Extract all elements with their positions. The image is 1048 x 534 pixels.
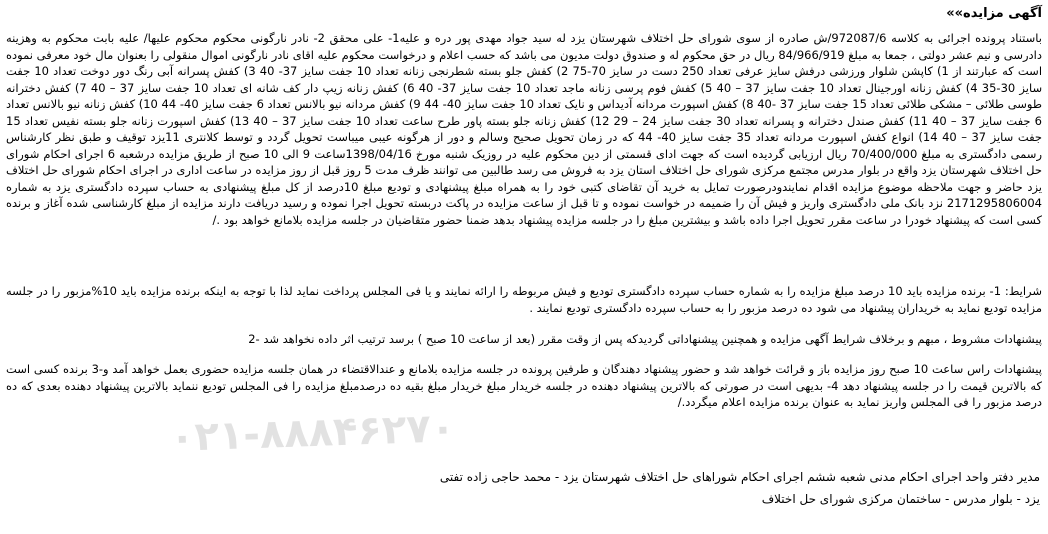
notice-body-paragraph: باستناد پرونده اجرائی به کلاسه 972087/6/ش صادره از سوی شورای حل اختلاف شهرستان یزد له سید جواد مهدی پور دره و علیه1- علی محقق 2- نادر نارگونی محکوم محکوم علیها/ علیه بابت محکوم به وهزینه دادرسی و نیم عشر دولتی ، جمعا به مبلغ 84/966/919 ریال در حق محکوم له و صندوق دولت مدیون می باشد که حسب اعلام و درخواست محکوم علیه اقای نادر نارگونی اموال منقولی را بعنوان مال خود معرفی نموده است که عبارتند از 1) کاپشن شلوار ورزشی درفش سایز عرفی تعداد 250 دست در سایز 70-75 2) کفش جلو بسته شطرنجی زنانه تعداد 10 جفت سایز 37- 40 3) کفش پسرانه آبی رنگ دور دوخت تعداد 10 جفت سایز 30-35 4) کفش زنانه اورجینال تعداد 10 جفت سایز 37 – 40 5) کفش فوم پرسی زنانه ماجد تعداد 10 جفت سایز 37- 40 6) کفش زنانه زیپ دار کف شانه ای تعداد 10 جفت سایز 37 – 40 7) کفش دخترانه طوسی طلائی – مشکی طلائی تعداد 15 جفت سایز 37 -40 8) کفش اسپورت مردانه آدیداس و نایک تعداد 10 جفت سایز 40- 44 9) کفش مردانه نیو بالانس تعداد 6 جفت سایز 40- 44 10) کفش زنانه نیو بالانس تعداد 6 جفت سایز 37 – 40 11) کفش صندل دخترانه و پسرانه تعداد 30 جفت سایز 24 – 29 12) کفش زنانه جلو بسته پاور طرح ساعت تعداد 10 جفت سایز 37 – 40 13) کفش اسپورت زنانه جلو بسته نفیس تعداد 15 جفت سایز 37 – 40 14) انواع کفش اسپورت مردانه تعداد 35 جفت سایز 40- 44 که در زمان تحویل صحیح وسالم و دور از هرگونه عیبی میباست تحویل گردد و توسط کلانتری 11یزد توقیف و طبق نظر کارشناس رسمی دادگستری به مبلغ 70/400/000 ریال ارزیابی گردیده است که جهت ادای قسمتی از دین محکوم علیه در روزیک شنبه مورخ 1398/04/16ساعت 9 الی 10 صبح از طریق مزایده درشعبه 6 اجرای احکام شورای حل اختلاف شهرستان یزد واقع در بلوار مدرس مجتمع مرکزی شورای حل اختلاف استان یزد به فروش می رسد طالبین می توانند ظرف مدت 5 روز قبل از روز مزایده در ساعت اداری در اجرای احکام شورای حل اختلاف یزد حاضر و جهت ملاحظه موضوع مزایده اقدام نمایندودرصورت تمایل به خرید آن تقاضای کتبی خود را به همراه مبلغ پیشنهادی و تودیع مبلغ 10درصد از کل مبلغ پیشنهادی به حساب سپرده دادگستری یزد به شماره 2171295806004 نزد بانک ملی دادگستری واریز و فیش آن را ضمیمه در خواست نموده و تا قبل از ساعت مزایده در پاکت دربسته تحویل اجرا نموده و رسید دریافت دارند مزایده از مبلغ کارشناسی شده آغاز و برنده کسی است که پیشنهاد خودرا در ساعت مقرر تحویل اجرا داده باشد و بیشترین مبلغ را در جلسه مزایده پیشنهاد بدهد ضمنا حضور متقاضیان در جلسه مزایده بلامانع خواهد بود ./ bbox=[5, 31, 1043, 227]
conditions-paragraph-3: پیشنهادات راس ساعت 10 صبح روز مزایده باز و قرائت خواهد شد و حضور پیشنهاد دهندگان و طرفین پرونده در جلسه مزایده بلامانع و عندالاقتضاء در همان جلسه مزایده حضوری بعمل خواهد آمد و-3 برنده کسی است که بالاترین قیمت را در جلسه پیشنهاد دهد 4- بدیهی است در صورتی که بالاترین پیشنهاد دهنده در جلسه خریدار مبلغ خریدار مبلغ بقیه ده درصدمبلغ مزایده را فی المجلس تودیع ننماید بالاترین پیشنهاد دهنده بعدی که ده درصد مزبور را فی المجلس واریز نماید به عنوان برنده مزایده اعلام میگردد./ bbox=[6, 362, 1042, 409]
phone-watermark: ۰۲۱-۸۸۸۴۶۲۷۰ bbox=[169, 405, 456, 461]
signature-line: مدیر دفتر واحد اجرای احکام مدنی شعبه ششم اجرای احکام شوراهای حل اختلاف شهرستان یزد - محمد حاجی زاده تفتی bbox=[439, 470, 1040, 484]
conditions-paragraph-2: پیشنهادات مشروط ، مبهم و برخلاف شرایط آگهی مزایده و همچنین پیشنهاداتی گردیدکه پس از وقت مقرر (بعد از ساعت 10 صبح ) برسد ترتیب اثر داده نخواهد شد -2 bbox=[248, 332, 1042, 346]
notice-heading: آگهی مزایده»» bbox=[946, 6, 1042, 21]
address-line: یزد - بلوار مدرس - ساختمان مرکزی شورای حل اختلاف bbox=[761, 492, 1040, 506]
conditions-paragraph: شرایط: 1- برنده مزایده باید 10 درصد مبلغ مزایده را به شماره حساب سپرده دادگستری تودیع و فیش مربوطه را ارائه نمایند و یا فی المجلس پرداخت نماید لذا با توجه به اینکه برنده مزایده باید 10%مزبور را در جلسه مزایده تودیع نماید به خریداران پیشنهاد می شود ده درصد مزبور را به حساب سپرده دادگستری تودیع نمایند . bbox=[6, 284, 1043, 315]
